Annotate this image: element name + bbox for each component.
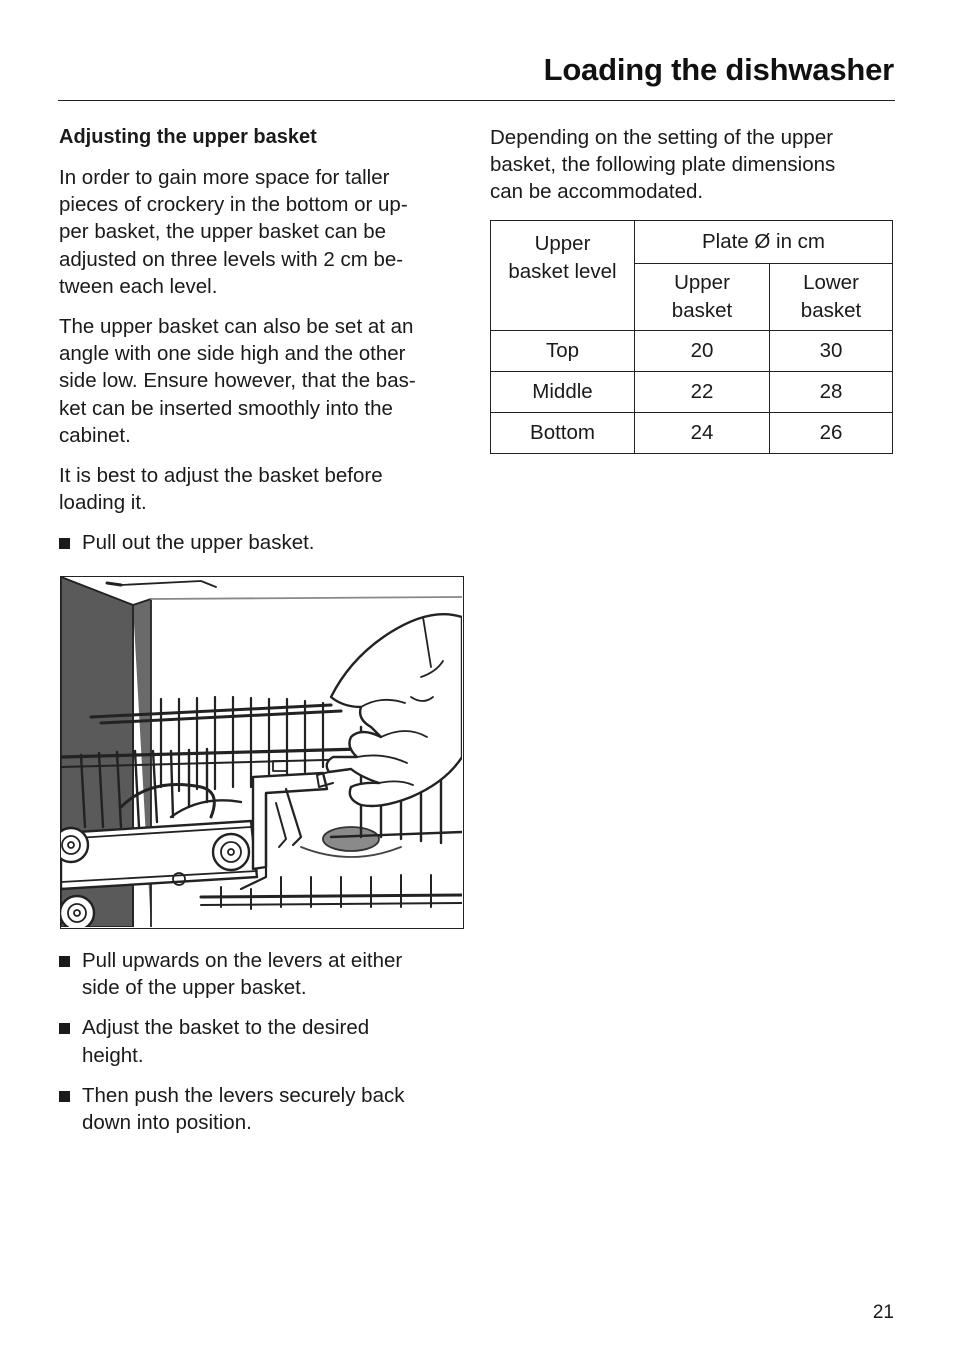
text-line: pieces of crockery in the bottom or up- (59, 193, 408, 217)
hand-adjusting-basket-illustration (61, 577, 462, 927)
bullet-adjust-height (59, 1014, 469, 1068)
instruction-bullets (59, 947, 469, 1149)
text-line: Adjust the basket to the desired (82, 1016, 370, 1040)
cell-upper: 20 (635, 330, 770, 371)
left-column (59, 124, 469, 570)
header-line: Upper (534, 231, 591, 255)
text-line: It is best to adjust the basket before (59, 464, 383, 488)
text-line: Pull upwards on the levers at either (82, 949, 403, 972)
paragraph-levels (59, 164, 469, 300)
text-line: Then push the levers securely back (82, 1083, 405, 1107)
text-line: adjusted on three levels with 2 cm be- (59, 247, 404, 271)
header-upper-basket (635, 263, 770, 330)
page-number: 21 (872, 1302, 894, 1323)
text-line: Pull out the upper basket. (82, 531, 315, 555)
text-line: can be accommodated. (490, 180, 704, 204)
header-line: Upper (674, 270, 730, 294)
text-line: ket can be inserted smoothly into the (59, 396, 393, 420)
text-line: angle with one side high and the other (59, 342, 406, 366)
header-line: basket (671, 298, 733, 322)
text-line: In order to gain more space for taller (59, 166, 390, 189)
cell-level: Top (491, 330, 635, 371)
square-bullet-icon (59, 1091, 70, 1102)
header-line: basket level (508, 259, 617, 283)
paragraph-before-loading (59, 462, 469, 516)
cell-lower: 30 (770, 330, 893, 371)
paragraph-angle (59, 313, 469, 449)
bullet-pull-out (59, 529, 469, 556)
cell-upper: 24 (635, 412, 770, 453)
header-upper-basket-level (491, 220, 635, 330)
text-line: height. (82, 1043, 144, 1067)
bullet-pull-levers (59, 947, 469, 1001)
square-bullet-icon (59, 956, 70, 967)
page-title: Loading the dishwasher (543, 52, 894, 87)
table-row (491, 371, 893, 412)
basket-adjustment-illustration (60, 576, 464, 929)
header-plate-diameter: Plate Ø in cm (635, 220, 893, 263)
table-row (491, 330, 893, 371)
cell-level: Middle (491, 371, 635, 412)
cell-level: Bottom (491, 412, 635, 453)
text-line: per basket, the upper basket can be (59, 220, 387, 244)
table-row (491, 412, 893, 453)
cell-lower: 28 (770, 371, 893, 412)
header-lower-basket (770, 263, 893, 330)
header-line: Lower (803, 270, 859, 294)
square-bullet-icon (59, 1023, 70, 1034)
square-bullet-icon (59, 538, 70, 549)
header-line: basket (800, 298, 862, 322)
text-line: side of the upper basket. (82, 976, 307, 1000)
text-line: down into position. (82, 1111, 252, 1135)
bullet-push-levers (59, 1082, 469, 1136)
cell-lower: 26 (770, 412, 893, 453)
text-line: The upper basket can also be set at an (59, 315, 414, 339)
text-line: basket, the following plate dimensions (490, 153, 836, 177)
table-intro (490, 124, 895, 206)
text-line: tween each level. (59, 274, 218, 298)
text-line: cabinet. (59, 423, 131, 447)
cell-upper: 22 (635, 371, 770, 412)
text-line: loading it. (59, 491, 147, 515)
text-line: Depending on the setting of the upper (490, 126, 834, 149)
text-line: side low. Ensure however, that the bas- (59, 369, 416, 393)
right-column (490, 124, 895, 454)
title-divider (58, 100, 895, 101)
plate-dimensions-table (490, 220, 893, 454)
section-heading: Adjusting the upper basket (59, 126, 317, 148)
